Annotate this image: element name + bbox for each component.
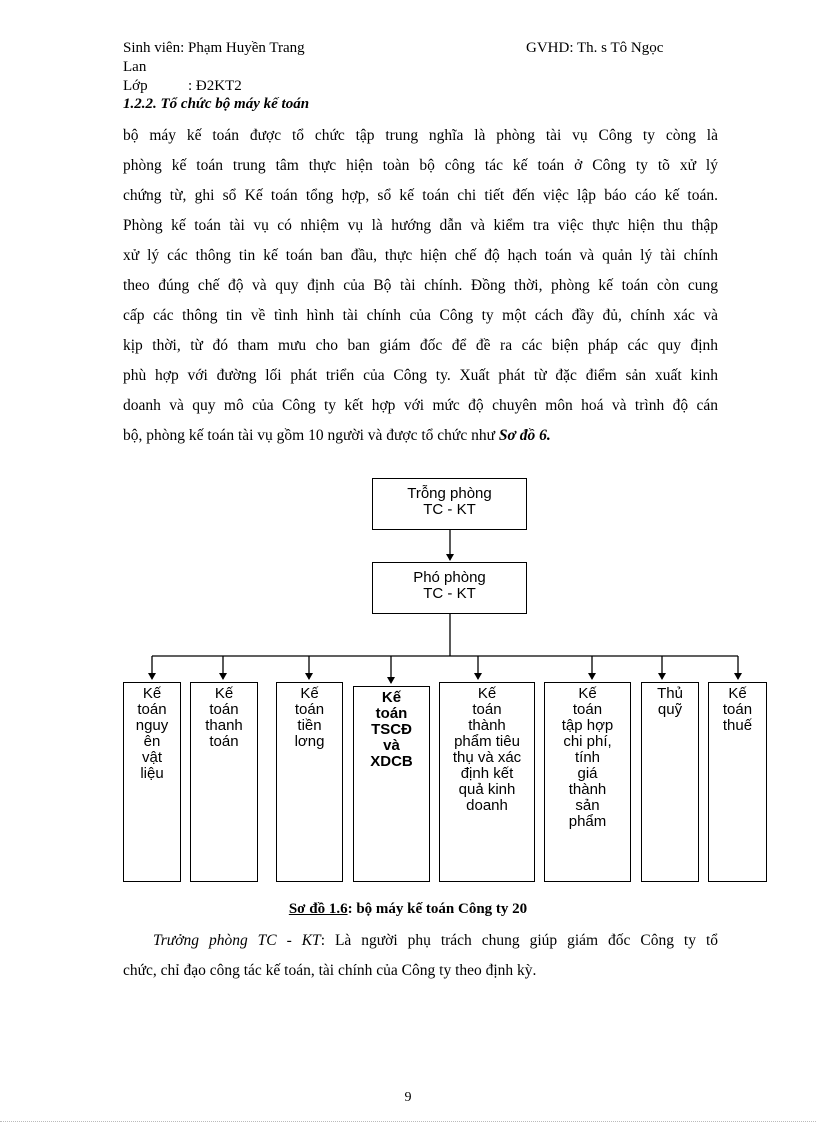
unit-label: Kế toán tiền lơng xyxy=(294,685,325,750)
unit-salary-accounting xyxy=(276,682,343,882)
paragraph-2-line-2: chức, chỉ đạo công tác kế toán, tài chính của Công ty theo định kỳ. xyxy=(123,962,537,979)
paragraph-2 xyxy=(123,926,718,986)
paragraph-line: doanh và quy mô của Công ty kết hợp với mức độ chuyên môn hoá và trình độ cán xyxy=(123,397,718,414)
unit-tax-accounting xyxy=(708,682,767,882)
unit-treasurer xyxy=(641,682,699,882)
paragraph-line: chứng từ, ghi sổ Kế toán tổng hợp, sổ kế toán chi tiết đến việc lập báo cáo kế toán. xyxy=(123,187,718,204)
header-advisor: GVHD: Th. s Tô Ngọc xyxy=(526,40,664,56)
unit-finished-goods-accounting xyxy=(439,682,535,882)
unit-label: Kế toán thanh toán xyxy=(205,685,243,750)
unit-label: Kế toán tập hợp chi phí, tính giá thành sản phẩm xyxy=(561,685,614,830)
deputy-box-line1: Phó phòng xyxy=(413,569,486,586)
unit-payment-accounting xyxy=(190,682,258,882)
paragraph-line: Phòng kế toán tài vụ có nhiệm vụ là hướng dẫn và kiểm tra việc thực hiện thu thập xyxy=(123,217,718,234)
deputy-box-line2: TC - KT xyxy=(423,585,476,602)
unit-label: Kế toán thành phẩm tiêu thụ và xác định kết quả kinh doanh xyxy=(452,685,522,814)
header-student-cont: Lan xyxy=(123,59,147,75)
caption-label: Sơ đồ 1.6 xyxy=(288,901,348,917)
section-heading: 1.2.2. Tổ chức bộ máy kế toán xyxy=(123,96,310,112)
role-title: Trưởng phòng TC - KT xyxy=(153,932,321,949)
paragraph-line: bộ máy kế toán được tổ chức tập trung nghĩa là phòng tài vụ Công ty còng là xyxy=(123,127,718,144)
page-bottom-rule xyxy=(0,1121,816,1122)
header-student: Sinh viên: Phạm Huyền Trang xyxy=(123,40,305,56)
paragraph-line: phòng kế toán trung tâm thực hiện toàn bộ công tác kế toán ở Công ty tõ xử lý xyxy=(123,157,718,174)
head-box-line2: TC - KT xyxy=(423,501,476,518)
header-class-label: Lớp xyxy=(123,78,148,94)
caption-text: : bộ máy kế toán Công ty 20 xyxy=(347,901,528,917)
paragraph-2-line-1 xyxy=(123,926,718,956)
deputy-head-box xyxy=(372,562,527,614)
role-description: : Là người phụ trách chung giúp giám đốc Công ty tổ xyxy=(320,932,719,949)
header-class-value: : Đ2KT2 xyxy=(188,78,242,94)
paragraph-line: xử lý các thông tin kế toán ban đầu, thực hiện chế độ hạch toán và quản lý tài chính xyxy=(123,247,718,264)
unit-label: Kế toán TSCĐ và XDCB xyxy=(370,689,413,770)
page-number: 9 xyxy=(404,1090,412,1105)
paragraph-line: kịp thời, từ đó tham mưu cho ban giám đốc để đề ra các biện pháp các quy định xyxy=(123,337,718,354)
unit-label: Thủ quỹ xyxy=(657,685,683,718)
unit-fixed-assets-accounting xyxy=(353,686,430,882)
unit-label: Kế toán thuế xyxy=(722,685,753,734)
head-of-department-box xyxy=(372,478,527,530)
diagram-caption xyxy=(0,901,816,918)
diagram-reference: Sơ đồ 6. xyxy=(498,427,551,444)
unit-label: Kế toán nguy ên vật liệu xyxy=(135,685,169,782)
head-box-line1: Trỗng phòng xyxy=(407,485,492,502)
unit-cost-accounting xyxy=(544,682,631,882)
paragraph-line: cấp các thông tin về tình hình tài chính của Công ty một cách đầy đủ, chính xác và xyxy=(123,307,718,324)
paragraph-last-text: bộ, phòng kế toán tài vụ gồm 10 người và được tổ chức như xyxy=(123,427,499,444)
paragraph-line: theo đúng chế độ và quy định của Bộ tài chính. Đồng thời, phòng kế toán còn cung xyxy=(123,277,718,294)
paragraph-line: phù hợp với đường lối phát triển của Công ty. Xuất phát từ đặc điểm sản xuất kinh xyxy=(123,367,718,384)
unit-materials-accounting xyxy=(123,682,181,882)
